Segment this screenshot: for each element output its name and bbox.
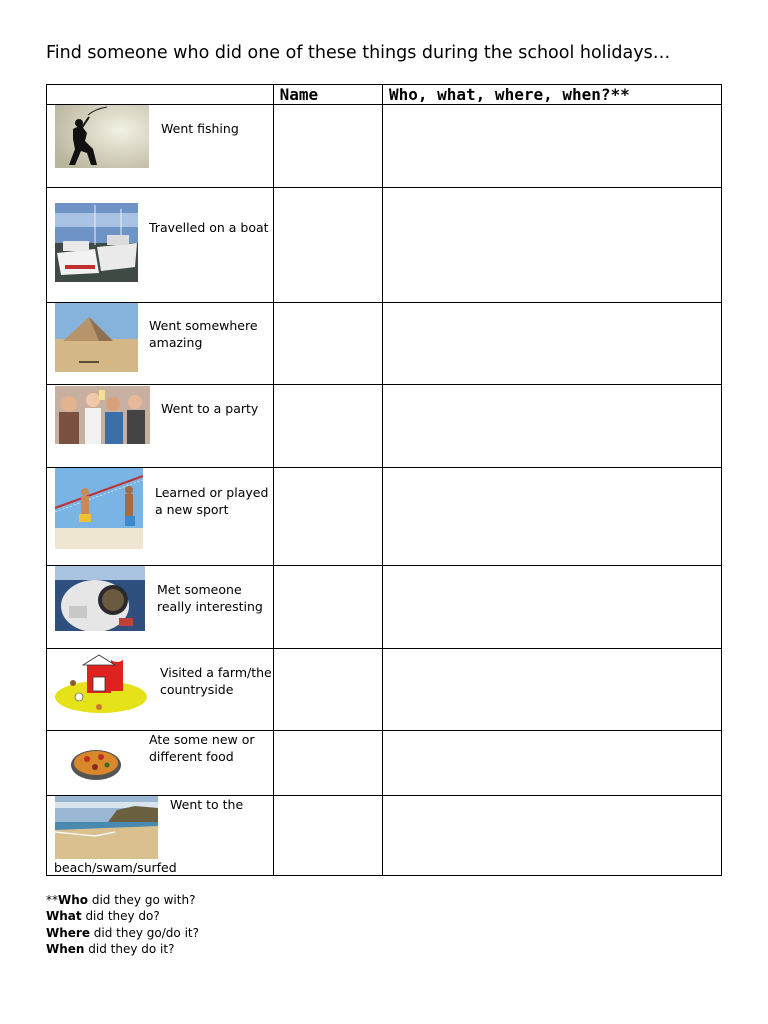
details-cell[interactable] [382, 731, 721, 796]
party-photo [55, 386, 150, 444]
beach-photo [55, 796, 158, 859]
details-cell[interactable] [382, 303, 721, 385]
name-cell[interactable] [273, 468, 382, 566]
activity-label: Travelled on a boat [149, 220, 269, 235]
name-cell[interactable] [273, 385, 382, 468]
footer-where-text: did they go/do it? [89, 925, 199, 940]
activity-cell [47, 303, 274, 385]
activity-label-text: Ate some new or different food [149, 732, 255, 764]
boat-photo [55, 203, 138, 282]
activity-label [149, 317, 264, 351]
table-row [47, 468, 722, 566]
table-row [47, 188, 722, 303]
activity-cell [47, 385, 274, 468]
activity-cell [47, 731, 274, 796]
details-cell[interactable] [382, 385, 721, 468]
farm-clipart [53, 653, 149, 715]
volleyball-photo [55, 468, 143, 549]
footer-what-bold: What [46, 909, 82, 924]
activity-cell [47, 105, 274, 188]
activity-cell [47, 188, 274, 303]
find-someone-table [46, 84, 722, 876]
activity-label-text: Met someone really interesting [157, 582, 263, 614]
name-cell[interactable] [273, 566, 382, 649]
header-name: Name [273, 85, 382, 105]
table-row [47, 385, 722, 468]
footer-who-text: did they go with? [88, 893, 196, 907]
name-cell[interactable] [273, 796, 382, 876]
footer-where-bold: Where [46, 925, 90, 940]
activity-label [157, 581, 272, 615]
fishing-photo [55, 105, 149, 168]
header-details: Who, what, where, when?** [382, 85, 721, 105]
footer-what [46, 908, 199, 924]
header-activity [47, 85, 274, 105]
footer-when [46, 941, 199, 957]
table-row [47, 796, 722, 876]
table-row [47, 105, 722, 188]
name-cell[interactable] [273, 731, 382, 796]
footer-who [46, 892, 199, 908]
details-cell[interactable] [382, 188, 721, 303]
footer-where [46, 925, 199, 941]
footer-what-text: did they do? [81, 909, 160, 924]
footer-notes [46, 892, 199, 957]
footer-when-text: did they do it? [84, 941, 175, 956]
table-row [47, 731, 722, 796]
table-row [47, 303, 722, 385]
activity-label-line2: beach/swam/surfed [54, 860, 177, 875]
details-cell[interactable] [382, 796, 721, 876]
activity-label-text: Went somewhere amazing [149, 318, 258, 350]
details-cell[interactable] [382, 468, 721, 566]
activity-cell [47, 468, 274, 566]
footer-prefix: ** [46, 893, 58, 907]
name-cell[interactable] [273, 105, 382, 188]
name-cell[interactable] [273, 188, 382, 303]
details-cell[interactable] [382, 649, 721, 731]
name-cell[interactable] [273, 303, 382, 385]
activity-label: Went to a party [161, 401, 259, 416]
activity-cell [47, 649, 274, 731]
details-cell[interactable] [382, 566, 721, 649]
activity-cell [47, 796, 274, 876]
page-title: Find someone who did one of these things during the school holidays… [46, 43, 671, 63]
activity-label-text: Visited a farm/the countryside [160, 665, 272, 697]
astronaut-photo [55, 566, 145, 631]
paella-photo [69, 741, 123, 783]
activity-label [160, 664, 272, 698]
table-row [47, 649, 722, 731]
activity-label: Went fishing [161, 121, 239, 136]
name-cell[interactable] [273, 649, 382, 731]
activity-label: Went to the [170, 797, 244, 812]
activity-label-text: Learned or played a new sport [155, 485, 269, 517]
activity-cell [47, 566, 274, 649]
activity-label [155, 484, 270, 518]
pyramid-photo [55, 303, 138, 372]
details-cell[interactable] [382, 105, 721, 188]
footer-who-bold: Who [58, 893, 89, 907]
activity-label [149, 731, 269, 765]
header-row [47, 85, 722, 105]
footer-when-bold: When [46, 941, 85, 956]
table-row [47, 566, 722, 649]
